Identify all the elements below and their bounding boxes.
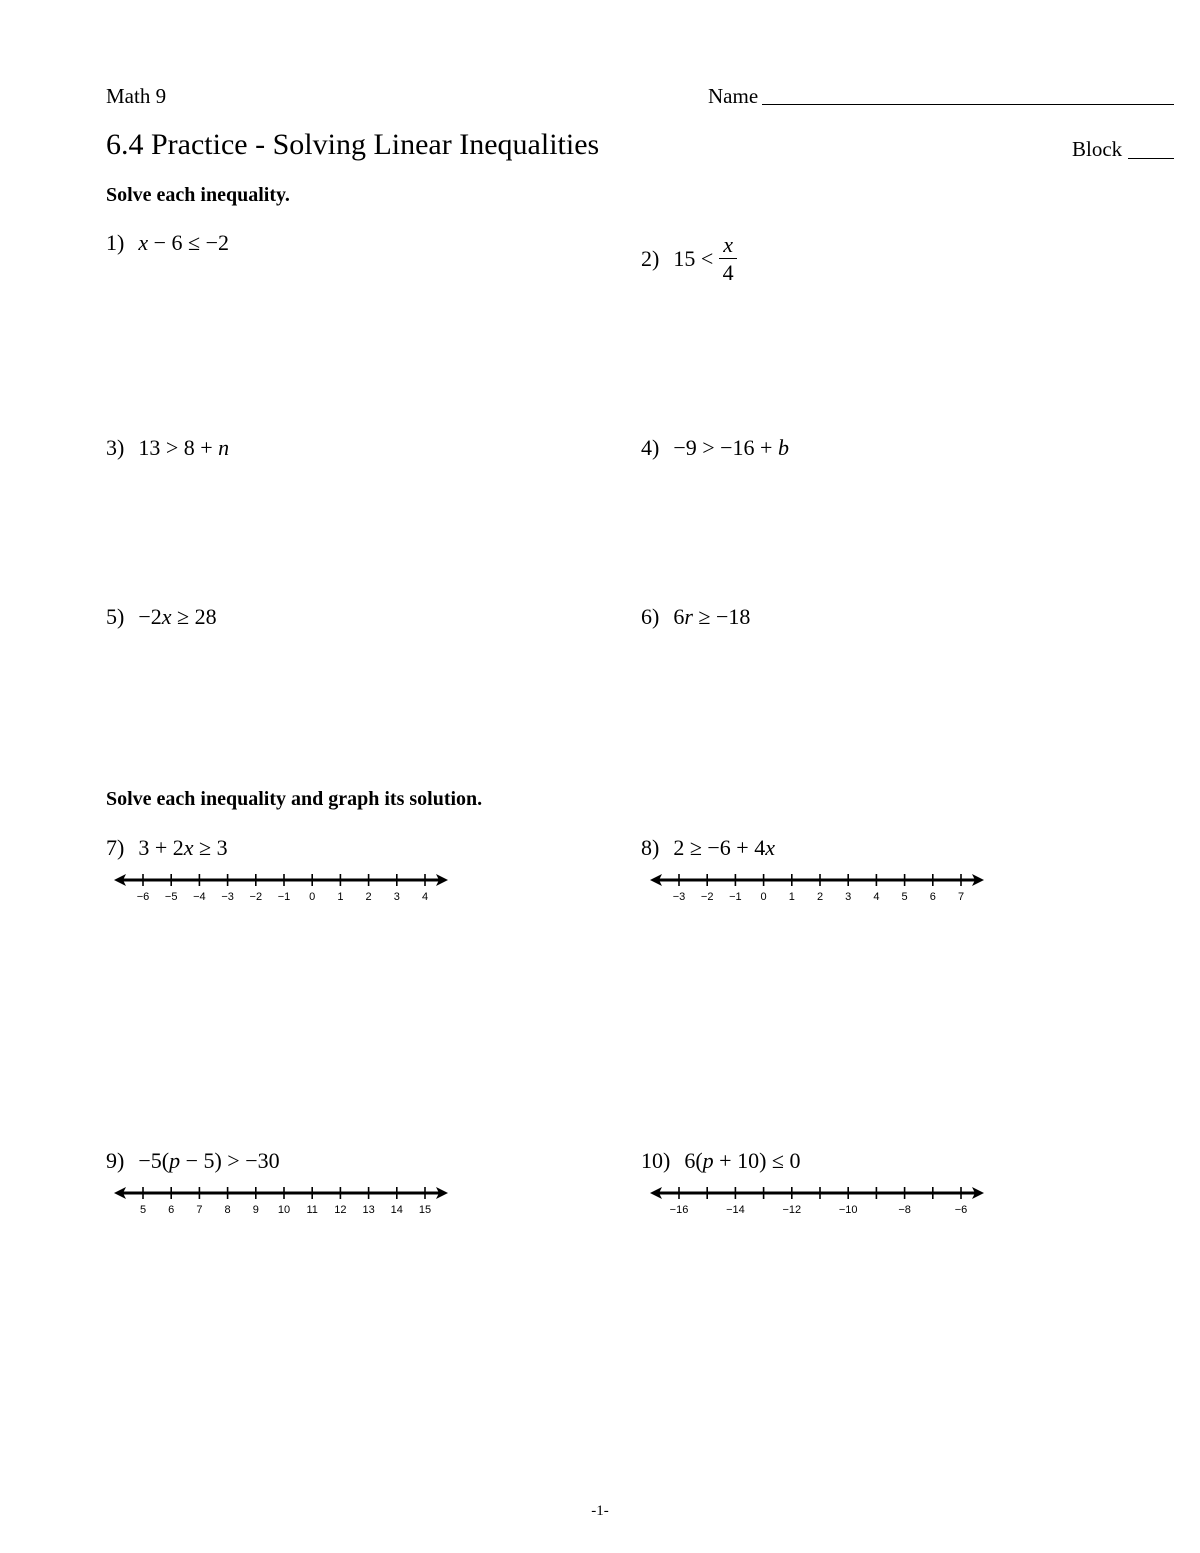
page-title: 6.4 Practice - Solving Linear Inequalities — [106, 128, 600, 161]
fraction — [719, 234, 737, 284]
problem-number: 9) — [106, 1148, 125, 1173]
tick-label: 6 — [168, 1204, 175, 1216]
tick-label: 10 — [277, 1204, 291, 1216]
tick-label: 0 — [760, 891, 767, 903]
tick-label: 5 — [901, 891, 908, 903]
expr-pre: 6 — [673, 604, 685, 629]
problem-number: 4) — [641, 435, 660, 460]
tick-label: 5 — [139, 1204, 147, 1216]
problem-10 — [641, 1148, 800, 1174]
problem-number: 5) — [106, 604, 125, 629]
tick-label: −1 — [277, 891, 291, 903]
number-line-9[interactable] — [112, 1181, 452, 1221]
expr-pre: 13 > 8 + — [138, 435, 219, 460]
tick-label: 3 — [393, 891, 400, 903]
tick-label: 14 — [390, 1204, 403, 1216]
tick-label: 3 — [845, 891, 852, 903]
block-blank-line[interactable] — [1128, 158, 1174, 159]
tick-label: 8 — [224, 1204, 231, 1216]
tick-label: 0 — [309, 891, 316, 903]
tick-label: 9 — [252, 1204, 259, 1216]
block-label: Block — [1072, 137, 1123, 161]
expr-pre: −9 > −16 + — [673, 435, 778, 460]
tick-label: −1 — [729, 891, 742, 903]
problem-2 — [641, 234, 737, 284]
number-line-8[interactable] — [648, 868, 988, 908]
expr-pre: 6( — [684, 1148, 703, 1173]
tick-label: 2 — [816, 891, 824, 903]
expr-pre: 3 + 2 — [138, 835, 184, 860]
problem-number: 1) — [106, 230, 125, 255]
expr-var: r — [684, 604, 693, 629]
tick-label: −2 — [249, 891, 263, 903]
expr-var: x — [765, 835, 775, 860]
tick-label: −3 — [672, 891, 686, 903]
expr-var: b — [777, 435, 789, 460]
expr-post: + 10) ≤ 0 — [713, 1148, 801, 1173]
expr-var: p — [169, 1148, 181, 1173]
problem-4 — [641, 435, 789, 461]
solve-instruction: Solve each inequality. — [106, 184, 290, 206]
graph-instruction: Solve each inequality and graph its solution. — [106, 788, 483, 810]
tick-label: −5 — [164, 891, 178, 903]
tick-label: 2 — [365, 891, 372, 903]
expr-post: ≥ 28 — [171, 604, 217, 629]
expr-post: − 5) > −30 — [180, 1148, 280, 1173]
tick-label: 1 — [337, 891, 344, 903]
tick-label: 4 — [873, 891, 880, 903]
name-label: Name — [708, 84, 759, 108]
expr-pre: 15 < — [673, 246, 714, 271]
problem-number: 10) — [641, 1148, 671, 1173]
tick-label: −16 — [669, 1204, 689, 1216]
tick-label: −3 — [221, 891, 234, 903]
problem-8 — [641, 835, 775, 861]
fraction-denominator: 4 — [722, 260, 734, 285]
number-line-7[interactable] — [112, 868, 452, 908]
tick-label: 7 — [196, 1204, 203, 1216]
name-blank-line[interactable] — [762, 104, 1174, 105]
tick-label: 6 — [929, 891, 936, 903]
page-number: -1- — [591, 1503, 609, 1519]
problem-7 — [106, 835, 228, 861]
tick-label: −8 — [898, 1204, 911, 1216]
expr-var: n — [218, 435, 230, 460]
problem-number: 2) — [641, 246, 660, 271]
tick-label: −14 — [726, 1204, 745, 1216]
problem-number: 6) — [641, 604, 660, 629]
tick-label: 13 — [362, 1204, 375, 1216]
expr-pre: −5( — [138, 1148, 170, 1173]
problem-9 — [106, 1148, 280, 1174]
tick-label: −10 — [838, 1204, 858, 1216]
problem-number: 7) — [106, 835, 125, 860]
expr-pre: −2 — [138, 604, 162, 629]
expr-var: x — [161, 604, 172, 629]
problem-number: 8) — [641, 835, 660, 860]
problem-3 — [106, 435, 229, 461]
tick-label: −4 — [193, 891, 206, 903]
problem-6 — [641, 604, 750, 630]
fraction-numerator: x — [719, 234, 737, 259]
expr-var: x — [138, 230, 149, 255]
expr-post: ≥ −18 — [692, 604, 751, 629]
problem-5 — [106, 604, 217, 630]
tick-label: −2 — [700, 891, 714, 903]
tick-label: −6 — [954, 1204, 968, 1216]
tick-label: 1 — [788, 891, 795, 903]
course-label: Math 9 — [106, 84, 167, 108]
problem-number: 3) — [106, 435, 125, 460]
expr-pre: 2 ≥ −6 + 4 — [673, 835, 766, 860]
expr-post: ≥ 3 — [193, 835, 228, 860]
tick-label: 4 — [421, 891, 429, 903]
number-line-10[interactable] — [648, 1181, 988, 1221]
problem-1 — [106, 230, 229, 256]
expr-post: − 6 ≤ −2 — [148, 230, 229, 255]
expr-var: p — [702, 1148, 714, 1173]
tick-label: 7 — [957, 891, 965, 903]
expr-var: x — [183, 835, 194, 860]
tick-label: 11 — [306, 1204, 318, 1216]
tick-label: 12 — [334, 1204, 347, 1216]
tick-label: −6 — [136, 891, 150, 903]
tick-label: 15 — [418, 1204, 432, 1216]
tick-label: −12 — [782, 1204, 802, 1216]
